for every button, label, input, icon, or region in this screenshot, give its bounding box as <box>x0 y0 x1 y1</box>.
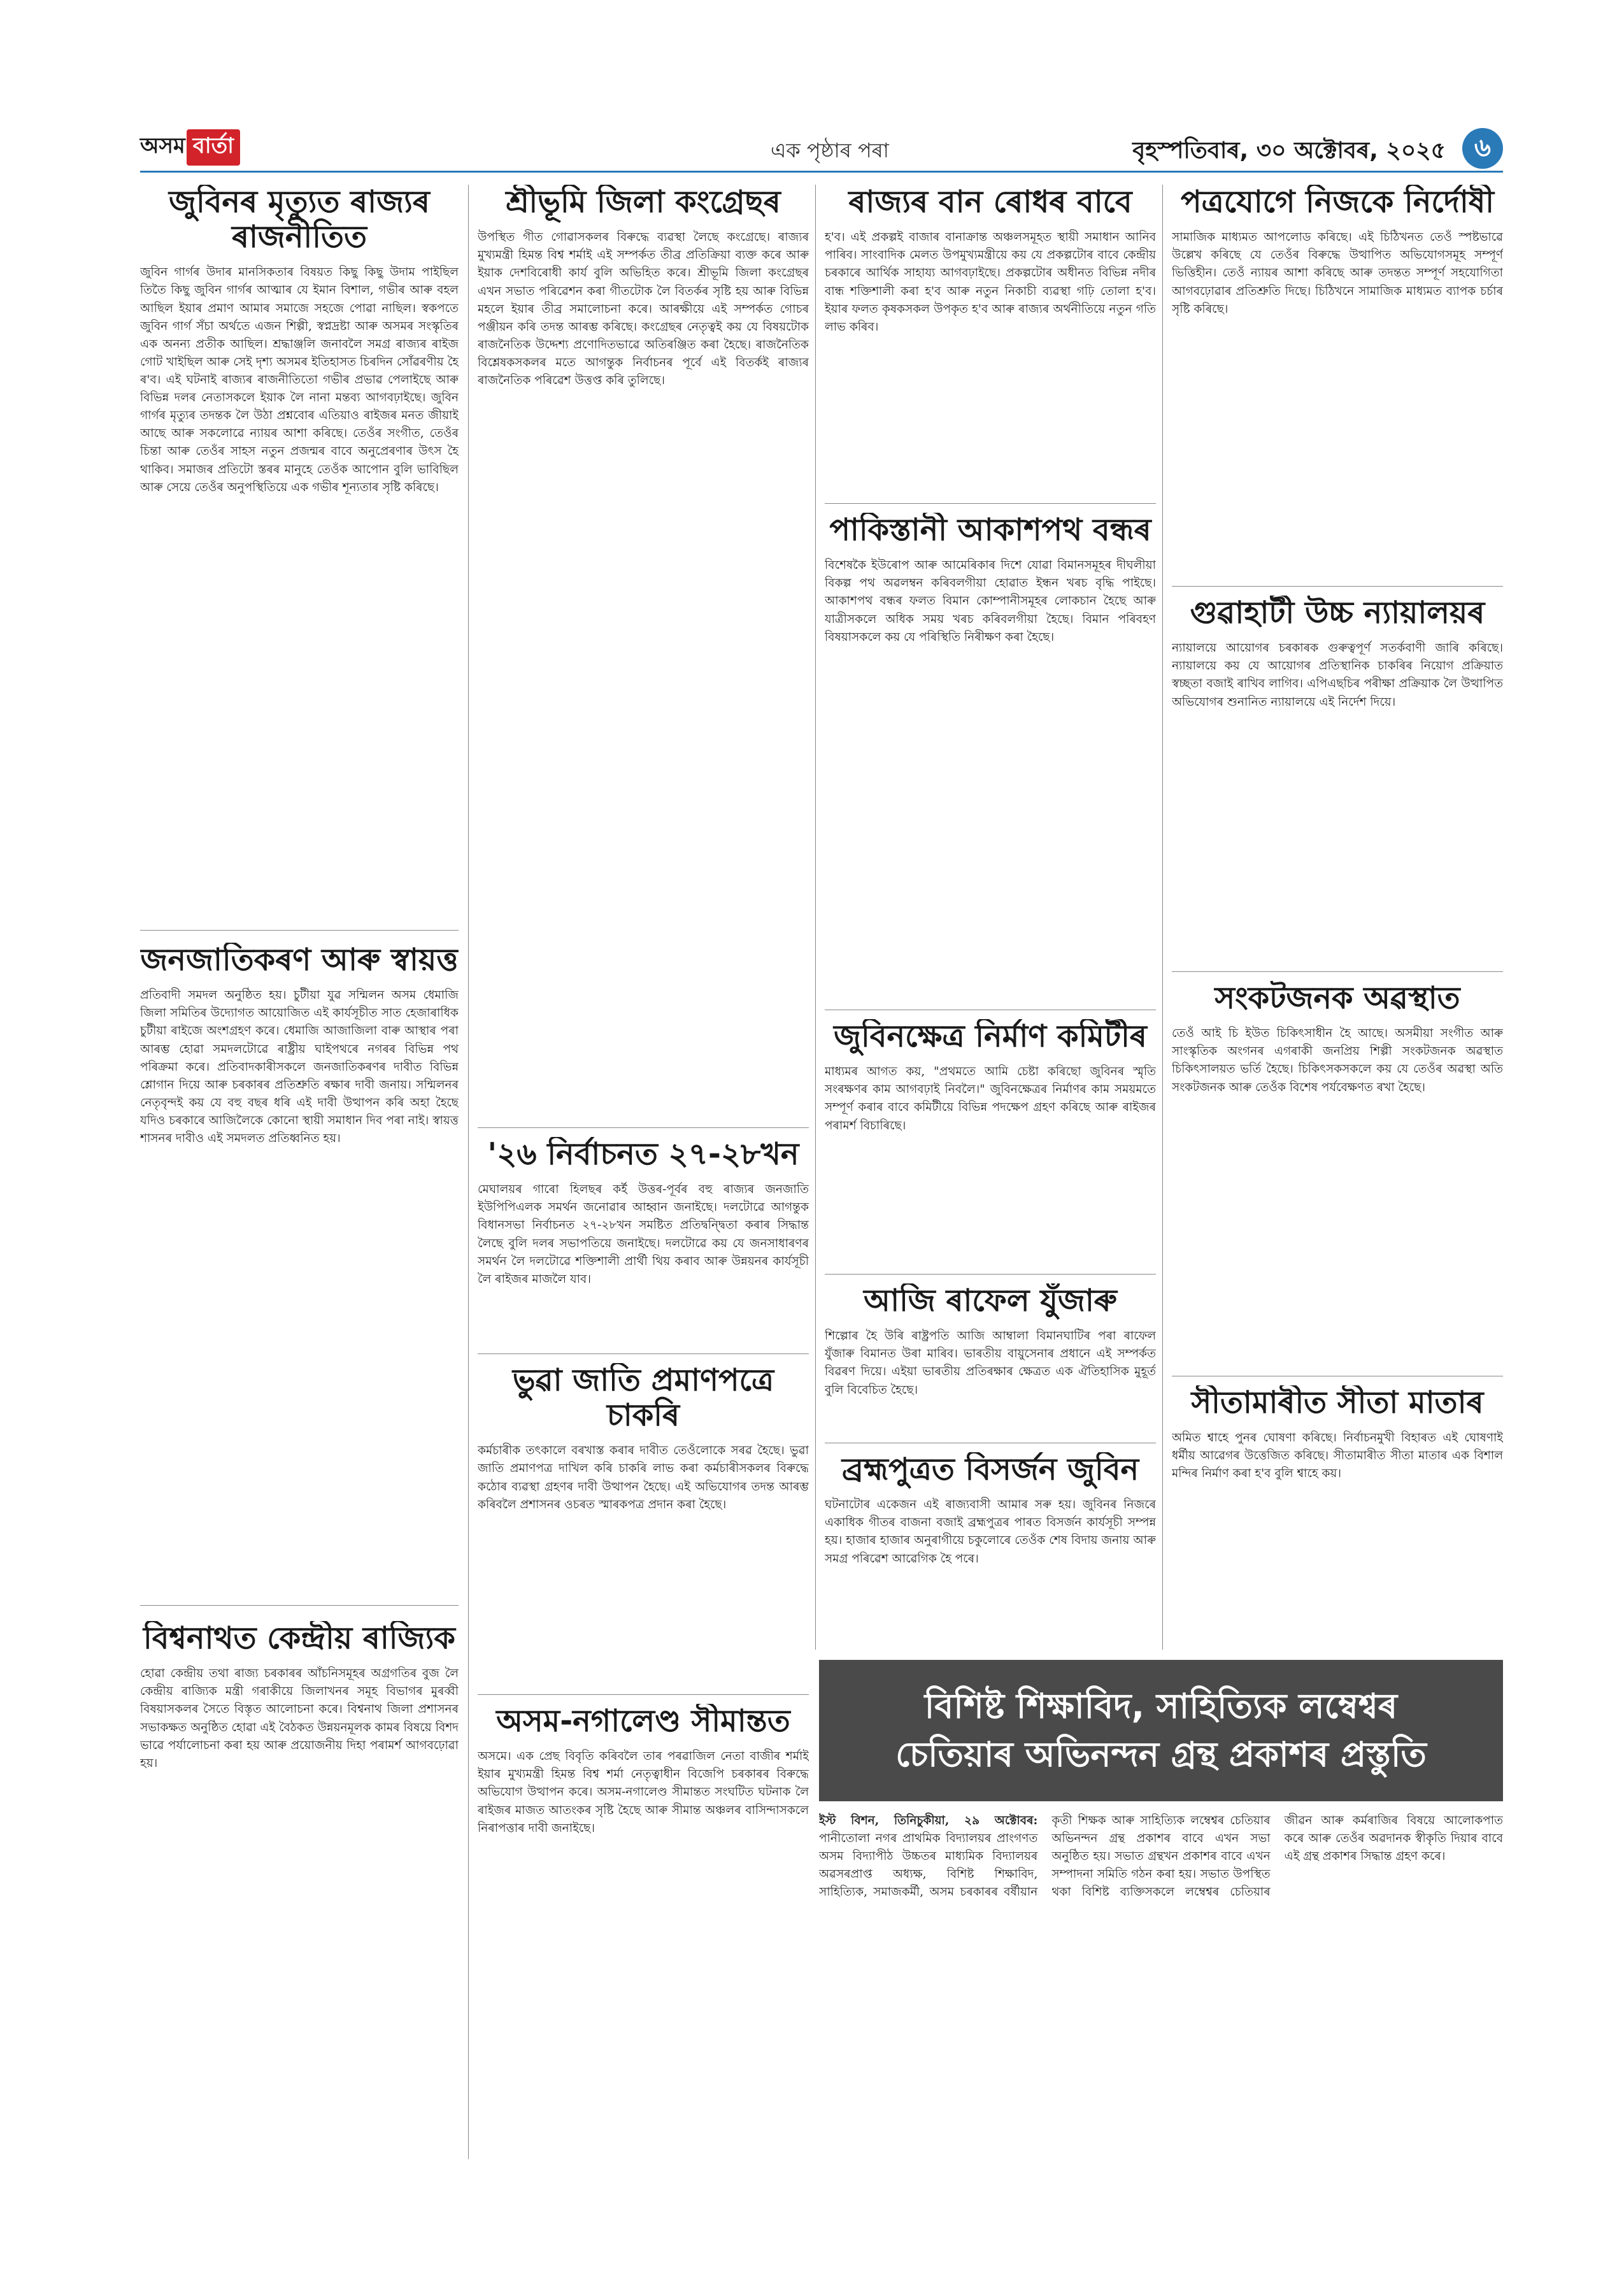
article-brahmaputra <box>825 1452 1156 1650</box>
headline: অসম-নগালেণ্ড সীমান্তত <box>496 1704 790 1739</box>
article-jonjati <box>140 943 459 1599</box>
headline: ভুৱা জাতি প্ৰমাণপত্ৰে চাকৰি <box>512 1363 774 1434</box>
article-election <box>478 1137 809 1347</box>
divider <box>478 1127 809 1128</box>
article-text: পানীতোলা নগৰ প্ৰাথমিক বিদ্যালয়ৰ প্ৰাংগণত অসম বিদ্যাপীঠ উচ্চতৰ মাধ্যমিক বিদ্যালয়ৰ অৱসৰপ্ৰাপ্ত অধ্যক্ষ, বিশিষ্ট শিক্ষাবিদ, সাহিত্যিক, সমাজকৰ্মী, অসম চৰকাৰৰ বৰ্ষীয়ান কৃতী শিক্ষক আৰু সাহিত্যিক লম্বেশ্বৰ চেতিয়াৰ অভিনন্দন গ্ৰন্থ প্ৰকাশৰ বাবে এখন সভা অনুষ্ঠিত হয়। সভাত গ্ৰন্থখন প্ৰকাশৰ বাবে এখন সম্পাদনা সমিতি গঠন কৰা হয়। সভাত উপস্থিত থকা বিশিষ্ট ব্যক্তিসকলে লম্বেশ্বৰ চেতিয়াৰ জীৱন আৰু কৰ্মৰাজিৰ বিষয়ে আলোকপাত কৰে আৰু তেওঁৰ অৱদানক স্বীকৃতি দিয়াৰ বাবে এই গ্ৰন্থ প্ৰকাশৰ সিদ্ধান্ত গ্ৰহণ কৰে। <box>819 1814 1503 1899</box>
divider <box>140 1605 459 1606</box>
article-pakistan <box>825 513 1156 1003</box>
article-body: ঘটনাটোৰ একেজন এই ৰাজ্যবাসী আমাৰ সৰু হয়। জুবিনৰ নিজৰে একাধিক গীতৰ বাজনা বজাই ব্ৰহ্মপুত্ৰৰ পাৰত বিসৰ্জন কাৰ্যসূচী সম্পন্ন হয়। হাজাৰ হাজাৰ অনুৰাগীয়ে চকুলোৰে তেওঁক শেষ বিদায় জনায় আৰু সমগ্ৰ পৰিৱেশ আৱেগিক হৈ পৰে। <box>825 1498 1156 1566</box>
article-body: মাধ্যমৰ আগত কয়, "প্ৰথমতে আমি চেষ্টা কৰিছো জুবিনৰ স্মৃতি সংৰক্ষণৰ কাম আগবঢ়াই নিবলৈ।" জুবিনক্ষেত্ৰৰ নিৰ্মাণৰ কাম সময়মতে সম্পূৰ্ণ কৰাৰ বাবে কমিটীয়ে বিভিন্ন পদক্ষেপ গ্ৰহণ কৰিছে আৰু ৰাইজৰ পৰামৰ্শ বিচাৰিছে। <box>825 1065 1156 1132</box>
masthead-part-b: বাৰ্তা <box>187 129 240 166</box>
divider <box>140 930 459 931</box>
masthead-logo <box>140 131 280 164</box>
headline: পাকিস্তানী আকাশপথ বন্ধৰ <box>829 513 1151 548</box>
headline: '২৬ নিৰ্বাচনত ২৭-২৮খন <box>487 1137 799 1172</box>
article-body: জুবিন গাৰ্গৰ উদাৰ মানসিকতাৰ বিষয়ত কিছু কিছু উদাম পাইছিল তিতৈ কিছু জুবিন গাৰ্গৰ আত্মাৰ যে ইমান বিশাল, গভীৰ আৰু বহল আছিল ইয়াৰ প্ৰমাণ আমাৰ সমাজে সহজে পোৱা নাছিল। স্বকপতে জুবিন গাৰ্গ সঁচা অৰ্থতে এজন শিল্পী, স্বপ্নদ্ৰষ্টা আৰু অসমৰ সংস্কৃতিৰ এক অনন্য প্ৰতীক আছিল। শ্ৰদ্ধাঞ্জলি জনাবলৈ সমগ্ৰ ৰাজ্যৰ ৰাইজ গোট খাইছিল আৰু সেই দৃশ্য অসমৰ ইতিহাসত চিৰদিন সোঁৱৰণীয় হৈ ৰ'ব। এই ঘটনাই ৰাজ্যৰ ৰাজনীতিতো গভীৰ প্ৰভাৱ পেলাইছে আৰু বিভিন্ন দলৰ নেতাসকলে ইয়াক লৈ নানা মন্তব্য আগবঢ়াইছে। জুবিন গাৰ্গৰ মৃত্যুৰ তদন্তক লৈ উঠা প্ৰশ্নবোৰ এতিয়াও ৰাইজৰ মনত জীয়াই আছে আৰু সকলোৱে ন্যায়ৰ আশা কৰিছে। তেওঁৰ সংগীত, তেওঁৰ চিন্তা আৰু তেওঁৰ সাহস নতুন প্ৰজন্মৰ বাবে অনুপ্ৰেৰণাৰ উৎস হৈ থাকিব। সমাজৰ প্ৰতিটো স্তৰৰ মানুহে তেওঁক আপোন বুলি ভাবিছিল আৰু সেয়ে তেওঁৰ অনুপস্থিতিয়ে এক গভীৰ শূন্যতাৰ সৃষ্টি কৰিছে। <box>140 266 459 494</box>
divider <box>1172 586 1503 587</box>
article-body: অমিত শ্বাহে পুনৰ ঘোষণা কৰিছে। নিৰ্বাচনমুখী বিহাৰত এই ঘোষণাই ধৰ্মীয় আৱেগৰ উত্তেজিত কৰিছে। সীতামাৰীত সীতা মাতাৰ এক বিশাল মন্দিৰ নিৰ্মাণ কৰা হ'ব বুলি শ্বাহে কয়। <box>1172 1431 1503 1481</box>
headline: জুবিনক্ষেত্ৰ নিৰ্মাণ কমিটীৰ <box>834 1019 1147 1054</box>
headline: আজি ৰাফেল যুঁজাৰু <box>864 1283 1117 1318</box>
article-sita <box>1172 1385 1503 1650</box>
headline: জুবিনৰ মৃত্যুত ৰাজ্যৰ ৰাজনীতিত <box>169 185 430 255</box>
article-sribhumi <box>478 185 809 1115</box>
article-body <box>819 1812 1503 1902</box>
column-divider <box>468 185 469 2159</box>
column-divider <box>1162 185 1163 1650</box>
divider <box>1172 971 1503 972</box>
article-body: অসমে। এক প্ৰেছ বিবৃতি কৰিবলৈ তাৰ পৰৱাজিল নেতা বাজীৰ শৰ্মাই ইয়াৰ মুখ্যমন্ত্ৰী হিমন্ত বিশ্ব শৰ্মা নেতৃত্বাধীন বিজেপি চৰকাৰৰ বিৰুদ্ধে অভিযোগ উত্থাপন কৰে। অসম-নগালেণ্ড সীমান্তত সংঘটিত ঘটনাক লৈ ৰাইজৰ মাজত আতংকৰ সৃষ্টি হৈছে আৰু সীমান্ত অঞ্চলৰ বাসিন্দাসকলে নিৰাপত্তাৰ দাবী জনাইছে। <box>478 1750 809 1835</box>
headline: বিশ্বনাথত কেন্দ্ৰীয় ৰাজ্যিক <box>143 1621 455 1656</box>
article-ban <box>825 185 1156 497</box>
article-highcourt <box>1172 596 1503 965</box>
article-patrajoge <box>1172 185 1503 580</box>
page-number-badge: ৬ <box>1462 128 1503 169</box>
masthead-part-a: অসম <box>140 132 185 159</box>
header-divider <box>140 171 1503 173</box>
article-crisis <box>1172 981 1503 1369</box>
headline: গুৱাহাটী উচ্চ ন্যায়ালয়ৰ <box>1190 596 1485 631</box>
article-body: উপস্থিত গীত গোৱাসকলৰ বিৰুদ্ধে ব্যৱস্থা লৈছে কংগ্ৰেছে। ৰাজ্যৰ মুখ্যমন্ত্ৰী হিমন্ত বিশ্ব শৰ্মাই এই সম্পৰ্কত তীব্ৰ প্ৰতিক্ৰিয়া ব্যক্ত কৰে আৰু ইয়াক দেশবিৰোধী কাৰ্য বুলি অভিহিত কৰে। শ্ৰীভূমি জিলা কংগ্ৰেছৰ এখন সভাত পৰিৱেশন কৰা গীতটোক লৈ বিতৰ্কৰ সৃষ্টি হয় আৰু বিভিন্ন মহলে ইয়াৰ তীব্ৰ সমালোচনা কৰে। আৰক্ষীয়ে এই সম্পৰ্কত গোচৰ পঞ্জীয়ন কৰি তদন্ত আৰম্ভ কৰিছে। কংগ্ৰেছৰ নেতৃত্বই কয় যে বিষয়টোক ৰাজনৈতিক উদ্দেশ্য প্ৰণোদিতভাৱে অতিৰঞ্জিত কৰা হৈছে। ৰাজনৈতিক বিশ্লেষকসকলৰ মতে আগন্তুক নিৰ্বাচনৰ পূৰ্বে এই বিতৰ্কই ৰাজ্যৰ ৰাজনৈতিক পৰিৱেশ উত্তপ্ত কৰি তুলিছে। <box>478 231 809 388</box>
column-divider <box>815 185 816 1650</box>
article-nagaland <box>478 1704 809 2162</box>
banner-line-2: চেতিয়াৰ অভিনন্দন গ্ৰন্থ প্ৰকাশৰ প্ৰস্তুতি <box>895 1734 1427 1775</box>
article-body: বিশেষকৈ ইউৰোপ আৰু আমেৰিকাৰ দিশে যোৱা বিমানসমূহৰ দীঘলীয়া বিকল্প পথ অৱলম্বন কৰিবলগীয়া হোৱাত ইন্ধন খৰচ বৃদ্ধি পাইছে। আকাশপথ বন্ধৰ ফলত বিমান কোম্পানীসমূহৰ লোকচান হৈছে আৰু যাত্ৰীসকলে অধিক সময় খৰচ কৰিবলগীয়া হৈছে। বিমান পৰিবহণ বিষয়াসকলে কয় যে পৰিস্থিতি নিৰীক্ষণ কৰা হৈছে। <box>825 559 1156 644</box>
article-body: তেওঁ আই চি ইউত চিকিৎসাধীন হৈ আছে। অসমীয়া সংগীত আৰু সাংস্কৃতিক অংগনৰ এগৰাকী জনপ্ৰিয় শিল্পী সংকটজনক অৱস্থাত চিকিৎসালয়ত ভৰ্তি হৈছে। চিকিৎসকসকলে কয় যে তেওঁৰ অৱস্থা অতি সংকটজনক আৰু তেওঁক বিশেষ পৰ্যবেক্ষণত ৰখা হৈছে। <box>1172 1027 1503 1094</box>
headline: ব্ৰহ্মপুত্ৰত বিসৰ্জন জুবিন <box>841 1452 1139 1487</box>
headline: ৰাজ্যৰ বান ৰোধৰ বাবে <box>848 185 1132 220</box>
article-dateline: ইস্ট বিশন, তিনিচুকীয়া, ২৯ অক্টোবৰ: <box>819 1814 1038 1827</box>
article-bhuwa <box>478 1363 809 1688</box>
article-body: মেঘালয়ৰ গাৰো হিলছৰ কৰ্ই উত্তৰ-পূৰ্বৰ বহু ৰাজ্যৰ জনজাতি ইউপিপিএলক সমৰ্থন জনোৱাৰ আহ্বান জনাইছে। দলটোৱে আগন্তুক বিধানসভা নিৰ্বাচনত ২৭-২৮খন সমষ্টিত প্ৰতিদ্বন্দ্বিতা কৰাৰ সিদ্ধান্ত লৈছে বুলি দলৰ সভাপতিয়ে জনাইছে। দলটোৱে কয় যে জনসাধাৰণৰ সমৰ্থন লৈ দলটোৱে শক্তিশালী প্ৰাৰ্থী থিয় কৰাব আৰু উন্নয়নৰ কাৰ্যসূচী লৈ ৰাইজৰ মাজলৈ যাব। <box>478 1183 809 1286</box>
article-body: ন্যায়ালয়ে আয়োগৰ চৰকাৰক গুৰুত্বপূৰ্ণ সতৰ্কবাণী জাৰি কৰিছে। ন্যায়ালয়ে কয় যে আয়োগৰ প্ৰতিস্থানিক চাকৰিৰ নিয়োগ প্ৰক্ৰিয়াত স্বচ্ছতা বজাই ৰাখিব লাগিব। এপিএছচিৰ পৰীক্ষা প্ৰক্ৰিয়াক লৈ উত্থাপিত অভিযোগৰ শুনানিত ন্যায়ালয়ে এই নিৰ্দেশ দিয়ে। <box>1172 641 1503 709</box>
divider <box>825 503 1156 504</box>
article-body: হোৱা কেন্দ্ৰীয় তথা ৰাজ্য চৰকাৰৰ আঁচনিসমূহৰ অগ্ৰগতিৰ বুজ লৈ কেন্দ্ৰীয় ৰাজ্যিক মন্ত্ৰী গৰাকীয়ে জিলাখনৰ সমূহ বিভাগৰ মুৰব্বী বিষয়াসকলৰ সৈতে বিস্তৃত আলোচনা কৰে। বিশ্বনাথ জিলা প্ৰশাসনৰ সভাকক্ষত অনুষ্ঠিত হোৱা এই বৈঠকত উন্নয়নমূলক কামৰ বিষয়ে বিশদ ভাৱে পৰ্যালোচনা কৰা হয় আৰু প্ৰয়োজনীয় দিহা পৰামৰ্শ আগবঢ়োৱা হয়। <box>140 1667 459 1770</box>
page-header <box>140 131 1503 166</box>
headline: পত্ৰযোগে নিজকে নিৰ্দোষী <box>1180 185 1495 220</box>
article-chetia <box>819 1812 1503 2162</box>
headline: সংকটজনক অৱস্থাত <box>1214 981 1460 1016</box>
article-body: কৰ্মচাৰীক তৎকালে বৰখাস্ত কৰাৰ দাবীত তেওঁলোকে সৰৱ হৈছে। ভুৱা জাতি প্ৰমাণপত্ৰ দাখিল কৰি চাকৰি লাভ কৰা কৰ্মচাৰীসকলৰ বিৰুদ্ধে কঠোৰ ব্যৱস্থা গ্ৰহণৰ দাবী উত্থাপন হৈছে। এই অভিযোগৰ তদন্ত আৰম্ভ কৰিবলৈ প্ৰশাসনৰ ওচৰত স্মাৰকপত্ৰ প্ৰদান কৰা হৈছে। <box>478 1444 809 1511</box>
divider <box>478 1694 809 1695</box>
headline: সীতামাৰীত সীতা মাতাৰ <box>1191 1385 1484 1420</box>
article-body: হ'ব। এই প্ৰকল্পই বাজাৰ বানাক্ৰান্ত অঞ্চলসমূহত স্থায়ী সমাধান আনিব পাৰিব। সাংবাদিক মেলত উপমুখ্যমন্ত্ৰীয়ে কয় যে প্ৰকল্পটোৰ বাবে কেন্দ্ৰীয় চৰকাৰে আৰ্থিক সাহায্য আগবঢ়াইছে। প্ৰকল্পটোৰ অধীনত বিভিন্ন নদীৰ বান্ধ শক্তিশালী কৰা হ'ব আৰু নতুন নিকাচী ব্যৱস্থা গঢ়ি তোলা হ'ব। ইয়াৰ ফলত কৃষকসকল উপকৃত হ'ব আৰু ৰাজ্যৰ অৰ্থনীতিয়ে নতুন গতি লাভ কৰিব। <box>825 231 1156 334</box>
article-rafale <box>825 1283 1156 1436</box>
article-body: সামাজিক মাধ্যমত আপলোড কৰিছে। এই চিঠিখনত তেওঁ স্পষ্টভাৱে উল্লেখ কৰিছে যে তেওঁৰ বিৰুদ্ধে উত্থাপিত অভিযোগসমূহ সম্পূৰ্ণ ভিত্তিহীন। তেওঁ ন্যায়ৰ আশা কৰিছে আৰু তদন্তত সম্পূৰ্ণ সহযোগিতা আগবঢ়োৱাৰ প্ৰতিশ্ৰুতি দিছে। চিঠিখনে সামাজিক মাধ্যমত ব্যাপক চৰ্চাৰ সৃষ্টি কৰিছে। <box>1172 231 1503 316</box>
article-body: শিল্পোৰ হৈ উৰি ৰাষ্ট্ৰপতি আজি আম্বালা বিমানঘাটিৰ পৰা ৰাফেল যুঁজাৰু বিমানত উৰা মাৰিব। ভাৰতীয় বায়ুসেনাৰ প্ৰধানে এই সম্পৰ্কত বিৱৰণ দিয়ে। এইয়া ভাৰতীয় প্ৰতিৰক্ষাৰ ক্ষেত্ৰত এক ঐতিহাসিক মুহূৰ্ত বুলি বিবেচিত হৈছে। <box>825 1329 1156 1397</box>
article-zubeen-politics <box>140 185 459 917</box>
article-body: প্ৰতিবাদী সমদল অনুষ্ঠিত হয়। চুটীয়া যুৱ সন্মিলন অসম ধেমাজি জিলা সমিতিৰ উদ্যোগত আয়োজিত এই কাৰ্যসূচীত সাত হেজাৰাধিক চুটীয়া ৰাইজে অংশগ্ৰহণ কৰে। ধেমাজি আজাজিলা বাৰু আস্থাৰ পৰা আৰম্ভ হোৱা সমদলটোৱে ৰাষ্ট্ৰীয় ঘাইপথৰে নগৰৰ বিভিন্ন পথ পৰিক্ৰমা কৰে। প্ৰতিবাদকাৰীসকলে জনজাতিকৰণৰ দাবীত বিভিন্ন শ্লোগান দিয়ে আৰু চৰকাৰৰ প্ৰতিশ্ৰুতি ৰক্ষাৰ দাবী জনায়। সন্মিলনৰ নেতৃবৃন্দই কয় যে বহু বছৰ ধৰি এই দাবী উত্থাপন কৰি অহা হৈছে যদিও চৰকাৰে আজিলৈকে কোনো স্থায়ী সমাধান দিব পৰা নাই। স্বায়ত্ত শাসনৰ দাবীও এই সমদলত প্ৰতিধ্বনিত হয়। <box>140 989 459 1146</box>
headline: শ্ৰীভূমি জিলা কংগ্ৰেছৰ <box>506 185 781 220</box>
article-committee <box>825 1019 1156 1268</box>
divider <box>825 1274 1156 1275</box>
feature-banner-headline <box>819 1660 1503 1801</box>
banner-line-1: বিশিষ্ট শিক্ষাবিদ, সাহিত্যিক লম্বেশ্বৰ <box>924 1686 1398 1727</box>
headline: জনজাতিকৰণ আৰু স্বায়ত্ত <box>140 943 459 978</box>
article-biswanath <box>140 1621 459 2162</box>
page-date: বৃহস্পতিবাৰ, ৩০ অক্টোবৰ, ২০২৫ <box>1132 138 1446 164</box>
section-label: এক পৃষ্ঠাৰ পৰা <box>771 138 889 162</box>
